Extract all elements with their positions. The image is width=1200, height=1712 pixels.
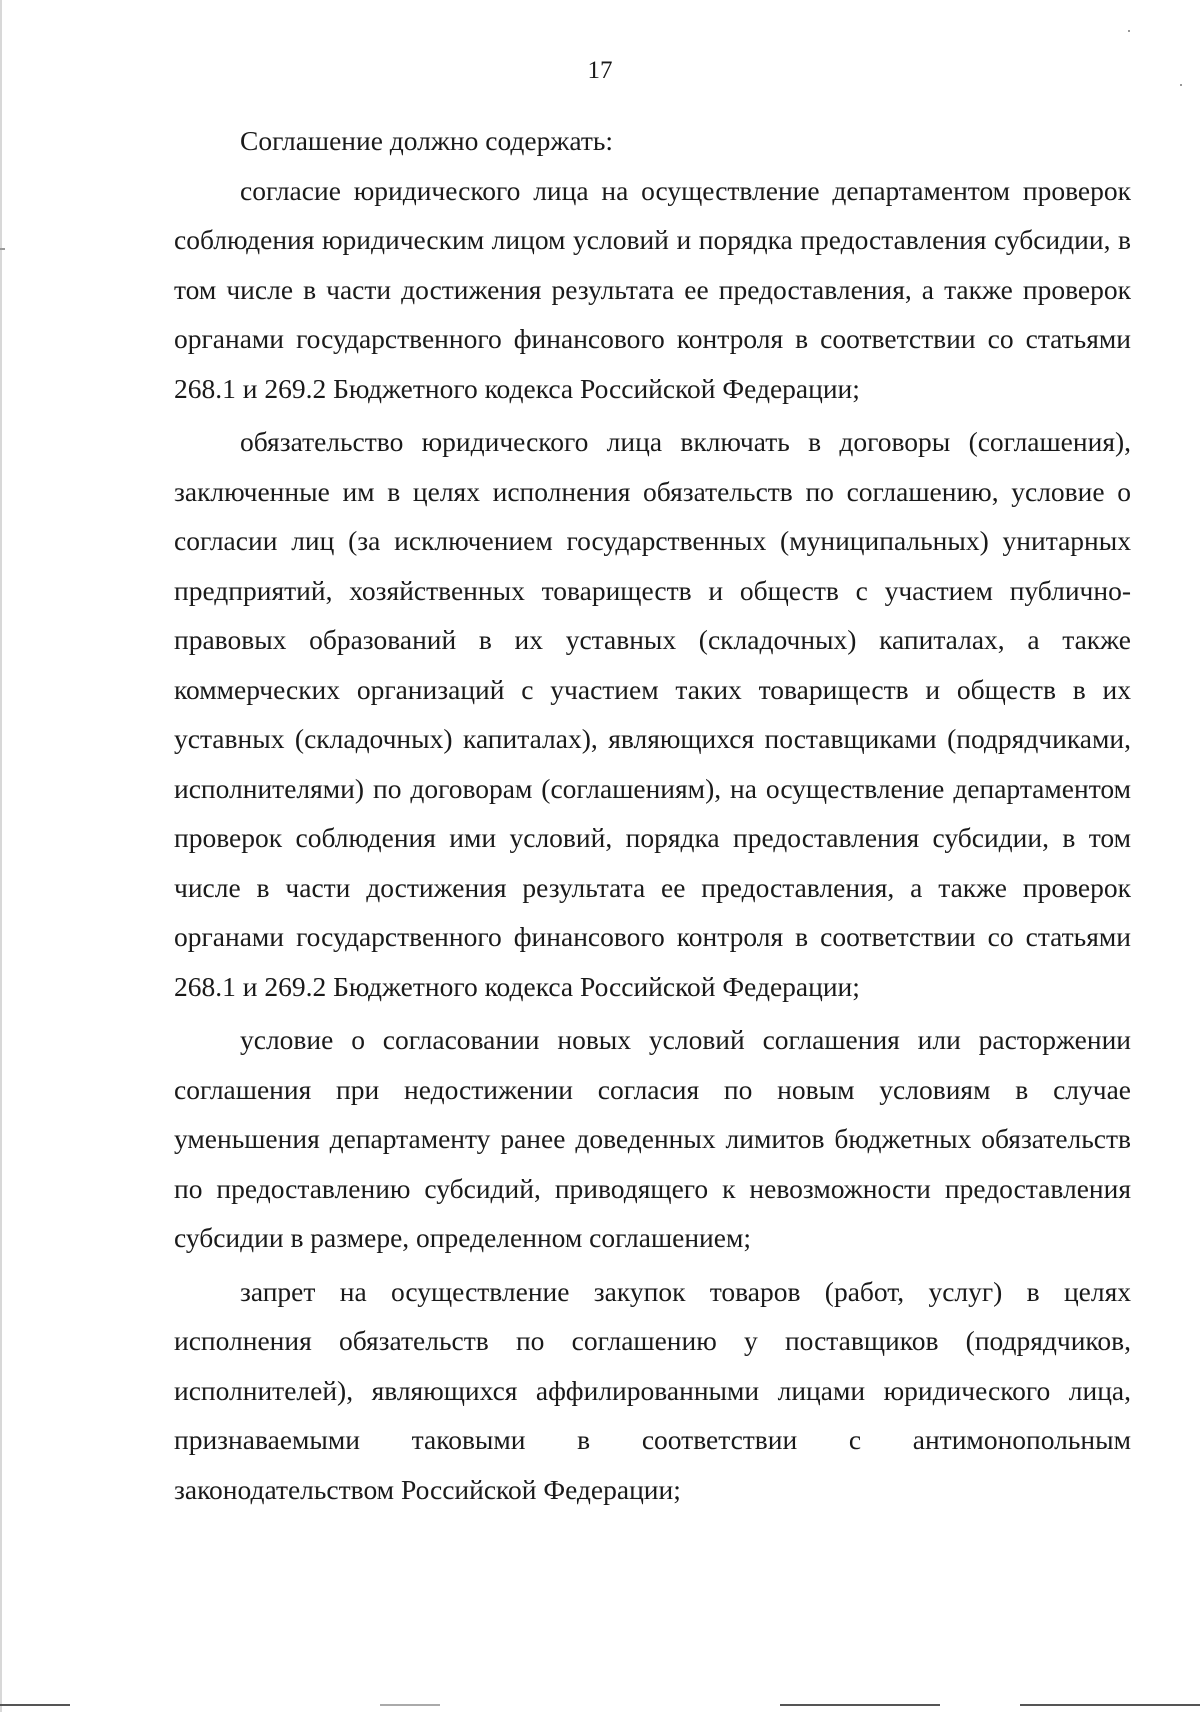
paragraph-consent-to-inspections: согласие юридического лица на осуществление департаментом проверок соблюдения юридическим лицом условий и порядка предоставления субсидии, в том числе в части достижения результата ее предоставления, а также проверок органами государственного финансового контроля в соответствии со статьями 268.1 и 269.2 Бюджетного кодекса Российской Федерации; — [174, 174, 1131, 404]
paragraph-procurement-ban: запрет на осуществление закупок товаров (работ, услуг) в целях исполнения обязательств по соглашению у поставщиков (подрядчиков, исполнителей), являющихся аффилированными лицами юридического лица, признаваемыми таковыми в соответствии с антимонопольным законодательством Российской Федерации; — [174, 1275, 1131, 1505]
paragraph-agreement-amendment: условие о согласовании новых условий соглашения или расторжении соглашения при недостижении согласия по новым условиям в случае уменьшения департаменту ранее доведенных лимитов бюджетных обязательств по предоставлению субсидий, приводящего к невозможности предоставления субсидии в размере, определенном соглашением; — [174, 1024, 1131, 1253]
rule-segment — [0, 1704, 70, 1706]
rule-segment — [1020, 1704, 1200, 1706]
heading-line: Соглашение должно содержать: — [240, 125, 614, 156]
document-body — [174, 116, 1131, 1514]
scan-speck — [1128, 30, 1130, 32]
rule-segment — [380, 1704, 440, 1706]
scan-edge — [0, 0, 2, 1712]
paragraph-contract-obligation: обязательство юридического лица включать в договоры (соглашения), заключенные им в целях исполнения обязательств по соглашению, условие о согласии лиц (за исключением государственных (муниципальных) унитарных предприятий, хозяйственных товариществ и обществ с участием публично-правовых образований в их уставных (складочных) капиталах, а также коммерческих организаций с участием таких товариществ и обществ в их уставных (складочных) капиталах), являющихся поставщиками (подрядчиками, исполнителями) по договорам (соглашениям), на осуществление департаментом проверок соблюдения ими условий, порядка предоставления субсидии, в том числе в части достижения результата ее предоставления, а также проверок органами государственного финансового контроля в соответствии со статьями 268.1 и 269.2 Бюджетного кодекса Российской Федерации; — [174, 426, 1131, 1002]
bottom-scan-rule — [0, 1700, 1200, 1712]
rule-segment — [780, 1704, 940, 1706]
scan-mark — [0, 248, 5, 250]
page-number: 17 — [587, 57, 613, 84]
